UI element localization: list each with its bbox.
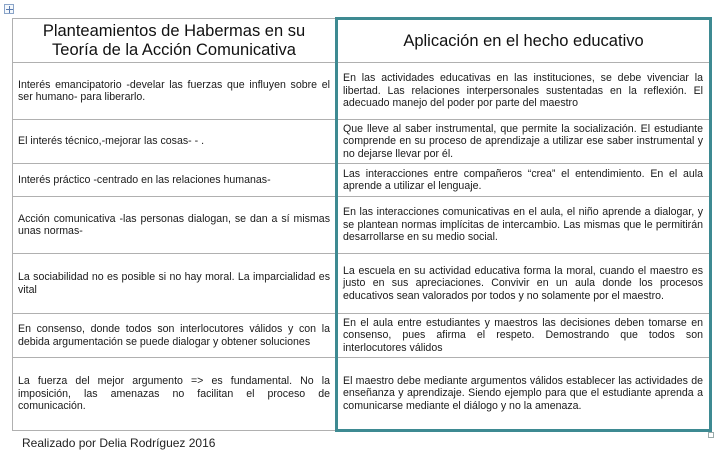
table-cell-left: Acción comunicativa -las personas dialogan, se dan a sí mismas unas normas- bbox=[13, 197, 337, 254]
habermas-table bbox=[12, 17, 712, 432]
table-row bbox=[13, 197, 711, 254]
table-row bbox=[13, 120, 711, 164]
table-cell-right: En las interacciones comunicativas en el aula, el niño aprende a dialogar, y se plantean normas implícitas de intercambio. Las mismas que le permitirán desarrollarse en su medio social. bbox=[337, 197, 711, 254]
table-cell-right: Que lleve al saber instrumental, que permite la socialización. El estudiante comprende en su proceso de aprendizaje a utilizar ese saber instrumental y no dejarse llevar por él. bbox=[337, 120, 711, 164]
table-cell-right: El maestro debe mediante argumentos válidos establecer las actividades de enseñanza y aprendizaje. Siendo ejemplo para que el estudiante aprenda a comunicarse mediante el diálogo y no la amenaza. bbox=[337, 358, 711, 431]
table-cell-left: Interés práctico -centrado en las relaciones humanas- bbox=[13, 164, 337, 197]
table-cell-right: Las interacciones entre compañeros “crea” el entendimiento. En el aula aprende a utilizar el lenguaje. bbox=[337, 164, 711, 197]
author-credit: Realizado por Delia Rodríguez 2016 bbox=[22, 436, 216, 450]
table-row bbox=[13, 63, 711, 120]
table-row bbox=[13, 164, 711, 197]
table-cell-right: La escuela en su actividad educativa forma la moral, cuando el maestro es justo en sus apreciaciones. Convivir en un aula donde los procesos educativos sean valorados por todos y no solamente por el maestro. bbox=[337, 254, 711, 314]
table-header-row bbox=[13, 19, 711, 63]
table-cell-left: En consenso, donde todos son interlocutores válidos y con la debida argumentación se puede dialogar y obtener soluciones bbox=[13, 314, 337, 358]
table-resize-handle-icon[interactable] bbox=[708, 432, 714, 438]
table-cell-left: La fuerza del mejor argumento => es fundamental. No la imposición, las amenazas no facilitan el proceso de comunicación. bbox=[13, 358, 337, 431]
table-move-handle-icon[interactable] bbox=[4, 4, 14, 14]
table-cell-right: En las actividades educativas en las instituciones, se debe vivenciar la libertad. Las relaciones interpersonales sustentadas en la reflexión. El adecuado manejo del poder por parte del maestro bbox=[337, 63, 711, 120]
header-cell-planteamientos: Planteamientos de Habermas en su Teoría de la Acción Comunicativa bbox=[13, 19, 337, 63]
table-cell-left: La sociabilidad no es posible si no hay moral. La imparcialidad es vital bbox=[13, 254, 337, 314]
table-row bbox=[13, 358, 711, 431]
header-cell-aplicacion: Aplicación en el hecho educativo bbox=[337, 19, 711, 63]
table-cell-right: En el aula entre estudiantes y maestros las decisiones deben tomarse en consenso, pues afirma el respeto. Demostrando que todos son interlocutores válidos bbox=[337, 314, 711, 358]
table-row bbox=[13, 314, 711, 358]
table-cell-left: Interés emancipatorio -develar las fuerzas que influyen sobre el ser humano- para liberarlo. bbox=[13, 63, 337, 120]
table-cell-left: El interés técnico,-mejorar las cosas- - . bbox=[13, 120, 337, 164]
table-row bbox=[13, 254, 711, 314]
